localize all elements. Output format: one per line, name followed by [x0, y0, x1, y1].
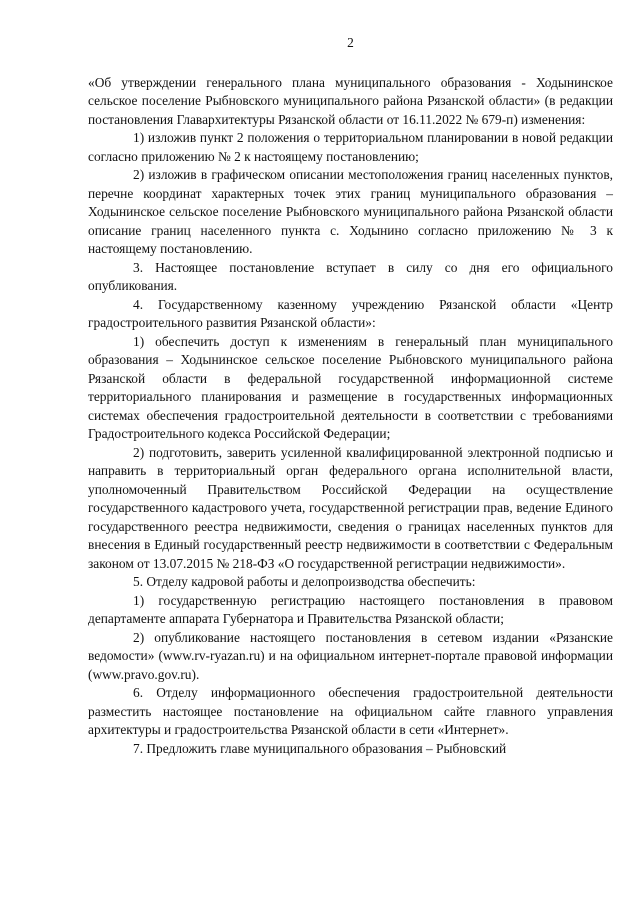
paragraph-clause-4-item-2: 2) подготовить, заверить усиленной квалифицированной электронной подписью и направить в территориальный орган федерального органа исполнительной власти, уполномоченный Правительством Российской Федерации на осуществление государственного кадастрового учета, государственной регистрации прав, ведение Единого государственного реестра недвижимости, сведения о границах населенных пунктов для внесения в Единый государственный реестр недвижимости в соответствии с Федеральным законом от 13.07.2015 № 218-ФЗ «О государственной регистрации недвижимости». [88, 444, 613, 571]
paragraph-clause-4: 4. Государственному казенному учреждению Рязанской области «Центр градостроительного развития Рязанской области»: [88, 296, 613, 330]
paragraph-clause-5-item-2: 2) опубликование настоящего постановления в сетевом издании «Рязанские ведомости» (www.rv-ryazan.ru) и на официальном интернет-портале правовой информации (www.pravo.gov.ru). [88, 629, 613, 682]
paragraph-clause-7: 7. Предложить главе муниципального образования – Рыбновский [133, 740, 507, 756]
paragraph-clause-4-item-1: 1) обеспечить доступ к изменениям в генеральный план муниципального образования – Ходынинское сельское поселение Рыбновского муниципального района Рязанской области в федеральной государственной информационной системе территориального планирования и размещение в государственных информационных системах обеспечения градостроительной деятельности в соответствии с требованиями Градостроительного кодекса Российской Федерации; [88, 333, 613, 441]
paragraph-clause-5-item-1: 1) государственную регистрацию настоящего постановления в правовом департаменте аппарата Губернатора и Правительства Рязанской области; [88, 592, 613, 626]
page-number: 2 [347, 35, 354, 50]
paragraph-item-2-boundaries: 2) изложив в графическом описании местоположения границ населенных пунктов, перечне координат характерных точек этих границ муниципального образования – Ходынинское сельское поселение Рыбновского муниципального района Рязанской области описание границ населенного пункта с. Ходынино согласно приложению № 3 к настоящему постановлению. [88, 167, 613, 256]
paragraph-clause-6: 6. Отделу информационного обеспечения градостроительной деятельности разместить настоящее постановление на официальном сайте главного управления архитектуры и градостроительства Рязанской области в сети «Интернет». [88, 685, 613, 737]
paragraph-clause-3: 3. Настоящее постановление вступает в силу со дня его официального опубликования. [88, 259, 613, 293]
paragraph-clause-5: 5. Отделу кадровой работы и делопроизводства обеспечить: [133, 574, 476, 589]
paragraph-item-1-point-2: 1) изложив пункт 2 положения о территориальном планировании в новой редакции согласно приложению № 2 к настоящему постановлению; [88, 130, 613, 164]
paragraph-title-continuation: «Об утверждении генерального плана муниципального образования - Ходынинское сельское поселение Рыбновского муниципального района Рязанской области» (в редакции постановления Главархитектуры Рязанской области от 16.11.2022 № 679-п) изменения: [88, 74, 613, 127]
